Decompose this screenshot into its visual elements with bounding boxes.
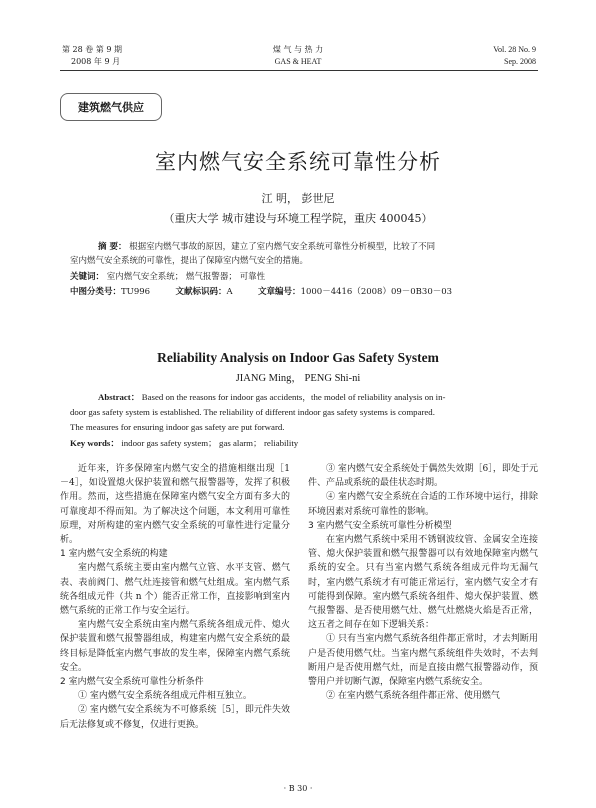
abstract-cn-text2: 室内燃气安全系统的可靠性，提出了保障室内燃气安全的措施。: [70, 256, 309, 266]
doc-code-label: 文献标识码：: [175, 287, 227, 297]
journal-name-en: GAS & HEAT: [274, 57, 322, 66]
journal-volume: 第 28 卷 第 9 期: [62, 45, 122, 54]
section-heading: 1 室内燃气安全系统的构建: [60, 549, 168, 560]
list-item: ③ 室内燃气安全系统处于偶然失效期［6］，即处于元件、产品或系统的最佳状态时期。: [308, 464, 538, 489]
list-item: ② 在室内燃气系统各组件都正常、使用燃气: [326, 691, 500, 702]
abstract-en-line2: door gas safety system is established. The reliability of different indoor gas safety systems is compared.: [70, 407, 435, 417]
body-paragraph: 室内燃气系统主要由室内燃气立管、水平支管、燃气表、表前阀门、燃气灶连接管和燃气灶组成。室内燃气系统各组成元件（共 n 个）能否正常工作，直接影响到室内燃气系统的正常工作与安全运行。: [60, 563, 290, 617]
paper-title-cn: 室内燃气安全系统可靠性分析: [155, 150, 441, 174]
journal-date: 2008 年 9 月: [71, 57, 121, 66]
keywords-cn: [70, 270, 538, 284]
classification-line: [70, 285, 550, 299]
keywords-en: [70, 436, 540, 451]
abstract-en-line3: The measures for ensuring indoor gas safety are put forward.: [70, 422, 285, 432]
keywords-cn-label: 关键词：: [70, 272, 105, 282]
abstract-en-label: Abstract：: [98, 392, 140, 402]
abstract-cn-line2: [70, 254, 538, 268]
keywords-en-text: indoor gas safety system； gas alarm； reliability: [121, 438, 299, 448]
affiliation-cn: （重庆大学 城市建设与环境工程学院，重庆 400045）: [163, 212, 433, 225]
section-tag: 建筑燃气供应: [60, 93, 162, 121]
list-item: ① 只有当室内燃气系统各组件都正常时，才去判断用户是否使用燃气灶。当室内燃气系统组件失效时，不去判断用户是否使用燃气灶，而是直接由燃气报警器动作，预警用户并切断气源，保障室内燃气系统安全。: [308, 634, 538, 688]
body-paragraph: 在室内燃气系统中采用不锈钢波纹管、金属安全连接管、熄火保护装置和燃气报警器可以有效地保障室内燃气系统的安全。只有当室内燃气系统各组成元件均无漏气时，室内燃气系统才有可能正常运行，室内燃气安全才有可能得到保障。室内燃气系统各组件、熄火保护装置、燃气报警器、是否使用燃气灶、燃气灶燃烧火焰是否正常，这五者之间存在如下逻辑关系：: [308, 535, 538, 631]
list-item: ② 室内燃气安全系统为不可修系统［5］，即元件失效后无法修复或不修复，仅进行更换。: [60, 705, 290, 730]
clc-value: TU996: [121, 287, 151, 297]
article-no-label: 文章编号：: [258, 287, 301, 297]
authors-cn: 江 明， 彭世尼: [261, 192, 335, 205]
section-heading: 3 室内燃气安全系统可靠性分析模型: [308, 520, 452, 531]
paper-title-en: Reliability Analysis on Indoor Gas Safety System: [157, 350, 439, 365]
body-right-column: [308, 462, 538, 703]
list-item: ④ 室内燃气安全系统在合适的工作环境中运行，排除环境因素对系统可靠性的影响。: [308, 492, 538, 517]
journal-name-cn: 煤 气 与 热 力: [272, 45, 324, 54]
abstract-cn-label: 摘 要：: [98, 242, 127, 252]
keywords-en-label: Key words：: [70, 438, 120, 448]
doc-code-value: A: [226, 287, 233, 297]
abstract-en-line1: [98, 390, 538, 405]
authors-en: JIANG Ming， PENG Shi-ni: [235, 373, 361, 384]
keywords-cn-text: 室内燃气安全系统； 燃气报警器； 可靠性: [106, 272, 266, 282]
body-left-column: [60, 462, 290, 732]
body-paragraph: 室内燃气安全系统由室内燃气系统各组成元件、熄火保护装置和燃气报警器组成，构建室内燃气安全系统的最终目标是降低室内燃气事故的发生率，保障室内燃气系统安全。: [60, 620, 290, 673]
abstract-cn-line1: [98, 240, 538, 254]
section-heading: 2 室内燃气安全系统可靠性分析条件: [60, 677, 204, 688]
clc-label: 中图分类号：: [70, 287, 122, 297]
body-paragraph: 近年来，许多保障室内燃气安全的措施相继出现［1－4］，如设置熄火保护装置和燃气报警器等，发挥了积极作用。然而，这些措施在保障室内燃气安全方面有多大的可靠度却不得而知。为了解决这个问题，本文利用可靠性原理，对所构建的室内燃气安全系统的可靠性进行定量分析。: [60, 464, 290, 546]
abstract-cn-text1: 根据室内燃气事故的原因，建立了室内燃气安全系统可靠性分析模型，比较了不同: [129, 242, 436, 252]
article-no-value: 1000－4416（2008）09－0B30－03: [300, 287, 453, 297]
list-item: ① 室内燃气安全系统各组成元件相互独立。: [78, 691, 252, 702]
header-rule: [60, 70, 538, 71]
page-number: · B 30 ·: [283, 784, 313, 793]
abstract-en-text1: Based on the reasons for indoor gas accidents，the model of reliability analysis on in-: [141, 392, 446, 402]
journal-volume-en: Vol. 28 No. 9: [493, 45, 536, 54]
journal-date-en: Sep. 2008: [504, 57, 536, 66]
